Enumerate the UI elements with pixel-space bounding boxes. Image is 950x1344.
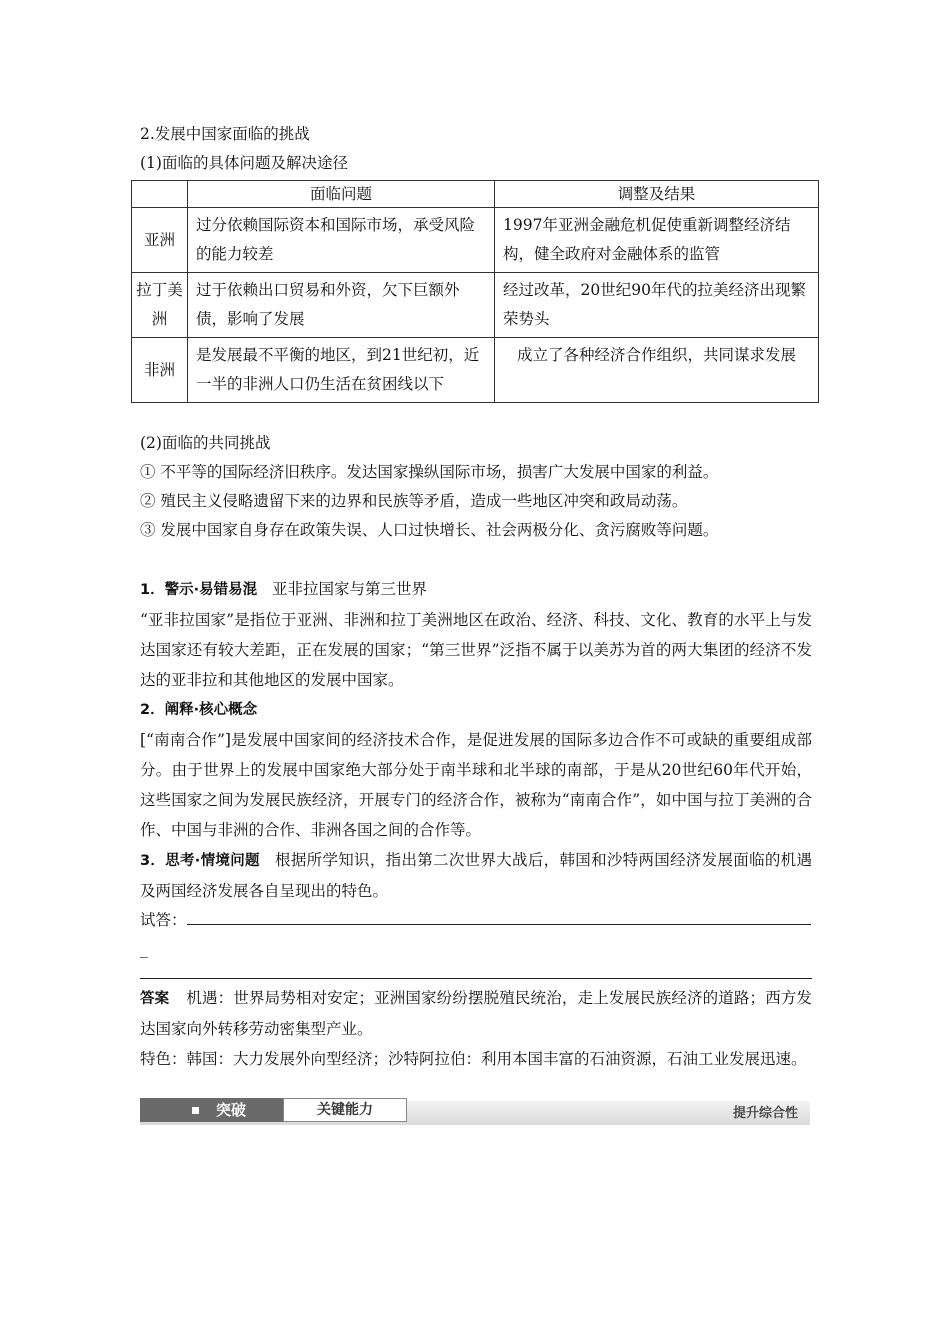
note-2-text: [“南南合作”]是发展中国家间的经济技术合作，是促进发展的国际多边合作不可或缺的重要组成部分。由于世界上的发展中国家绝大部分处于南半球和北半球的南部，于是从20世纪60年代开始，这些国家之间为发展民族经济，开展专门的经济合作，被称为“南南合作”，如中国与拉丁美洲的合作、中国与非洲的合作、非洲各国之间的合作等。 <box>140 731 812 839</box>
challenge-item: ② 殖民主义侵略遗留下来的边界和民族等矛盾，造成一些地区冲突和政局动荡。 <box>140 492 688 510</box>
note-3-block <box>140 845 812 906</box>
table-cell-problem: 过于依赖出口贸易和外资，欠下巨额外债，影响了发展 <box>188 273 495 338</box>
table-cell-region: 非洲 <box>132 338 188 403</box>
banner-box-label: 关键能力 <box>283 1098 407 1122</box>
answer-input-line-2[interactable] <box>140 964 812 979</box>
try-label: 试答： <box>140 911 187 929</box>
table-header-blank <box>132 181 188 208</box>
table-header-row <box>132 181 819 208</box>
note-1-heading <box>140 575 812 605</box>
banner-left <box>140 1098 283 1122</box>
table-cell-result: 成立了各种经济合作组织，共同谋求发展 <box>495 338 819 403</box>
section-title: 2.发展中国家面临的挑战 <box>140 125 310 143</box>
subsection-1-title: (1)面临的具体问题及解决途径 <box>140 154 348 172</box>
feature-text: 特色：韩国：大力发展外向型经济；沙特阿拉伯：利用本国丰富的石油资源，石油工业发展迅速。 <box>140 1050 807 1068</box>
table-row <box>132 273 819 338</box>
section-banner <box>140 1098 810 1126</box>
answer-input-line[interactable] <box>187 906 811 925</box>
table-row <box>132 338 819 403</box>
answer-label: 答案 <box>140 991 170 1007</box>
challenges-table <box>131 180 819 403</box>
note-1-topic: 亚非拉国家与第三世界 <box>272 580 428 598</box>
table-cell-result: 1997年亚洲金融危机促使重新调整经济结构，健全政府对金融体系的监管 <box>495 208 819 273</box>
square-icon <box>192 1107 199 1114</box>
challenge-item: ① 不平等的国际经济旧秩序。发达国家操纵国际市场，损害广大发展中国家的利益。 <box>140 463 719 481</box>
answer-dash: _ <box>140 940 148 958</box>
table-header-result: 调整及结果 <box>495 181 819 208</box>
note-1-label: 1．警示·易错易混 <box>140 582 258 598</box>
note-2-label: 2．阐释·核心概念 <box>140 702 258 718</box>
note-3-text: 根据所学知识，指出第二次世界大战后，韩国和沙特两国经济发展面临的机遇及两国经济发展各自呈现出的特色。 <box>140 851 812 900</box>
table-row <box>132 208 819 273</box>
challenge-item: ③ 发展中国家自身存在政策失误、人口过快增长、社会两极分化、贪污腐败等问题。 <box>140 521 719 539</box>
banner-right-label: 提升综合性 <box>732 1106 798 1121</box>
try-answer-row <box>140 906 812 935</box>
note-2-heading <box>140 695 812 725</box>
table-cell-problem: 过分依赖国际资本和国际市场，承受风险的能力较差 <box>188 208 495 273</box>
table-cell-problem: 是发展最不平衡的地区，到21世纪初，近一半的非洲人口仍生活在贫困线以下 <box>188 338 495 403</box>
subsection-2-title: (2)面临的共同挑战 <box>140 434 271 452</box>
table-cell-region: 拉丁美洲 <box>132 273 188 338</box>
answer-text: 机遇：世界局势相对安定；亚洲国家纷纷摆脱殖民统治，走上发展民族经济的道路；西方发达国家向外转移劳动密集型产业。 <box>140 989 812 1038</box>
document-body <box>136 120 812 1074</box>
table-header-problem: 面临问题 <box>188 181 495 208</box>
table-cell-region: 亚洲 <box>132 208 188 273</box>
note-1-text: “亚非拉国家”是指位于亚洲、非洲和拉丁美洲地区在政治、经济、科技、文化、教育的水平上与发达国家还有较大差距，正在发展的国家；“第三世界”泛指不属于以美苏为首的两大集团的经济不发达的亚非拉和其他地区的发展中国家。 <box>140 611 812 689</box>
note-3-label: 3．思考·情境问题 <box>140 853 260 869</box>
banner-left-label: 突破 <box>216 1101 247 1119</box>
table-cell-result: 经过改革，20世纪90年代的拉美经济出现繁荣势头 <box>495 273 819 338</box>
answer-block <box>140 983 812 1044</box>
